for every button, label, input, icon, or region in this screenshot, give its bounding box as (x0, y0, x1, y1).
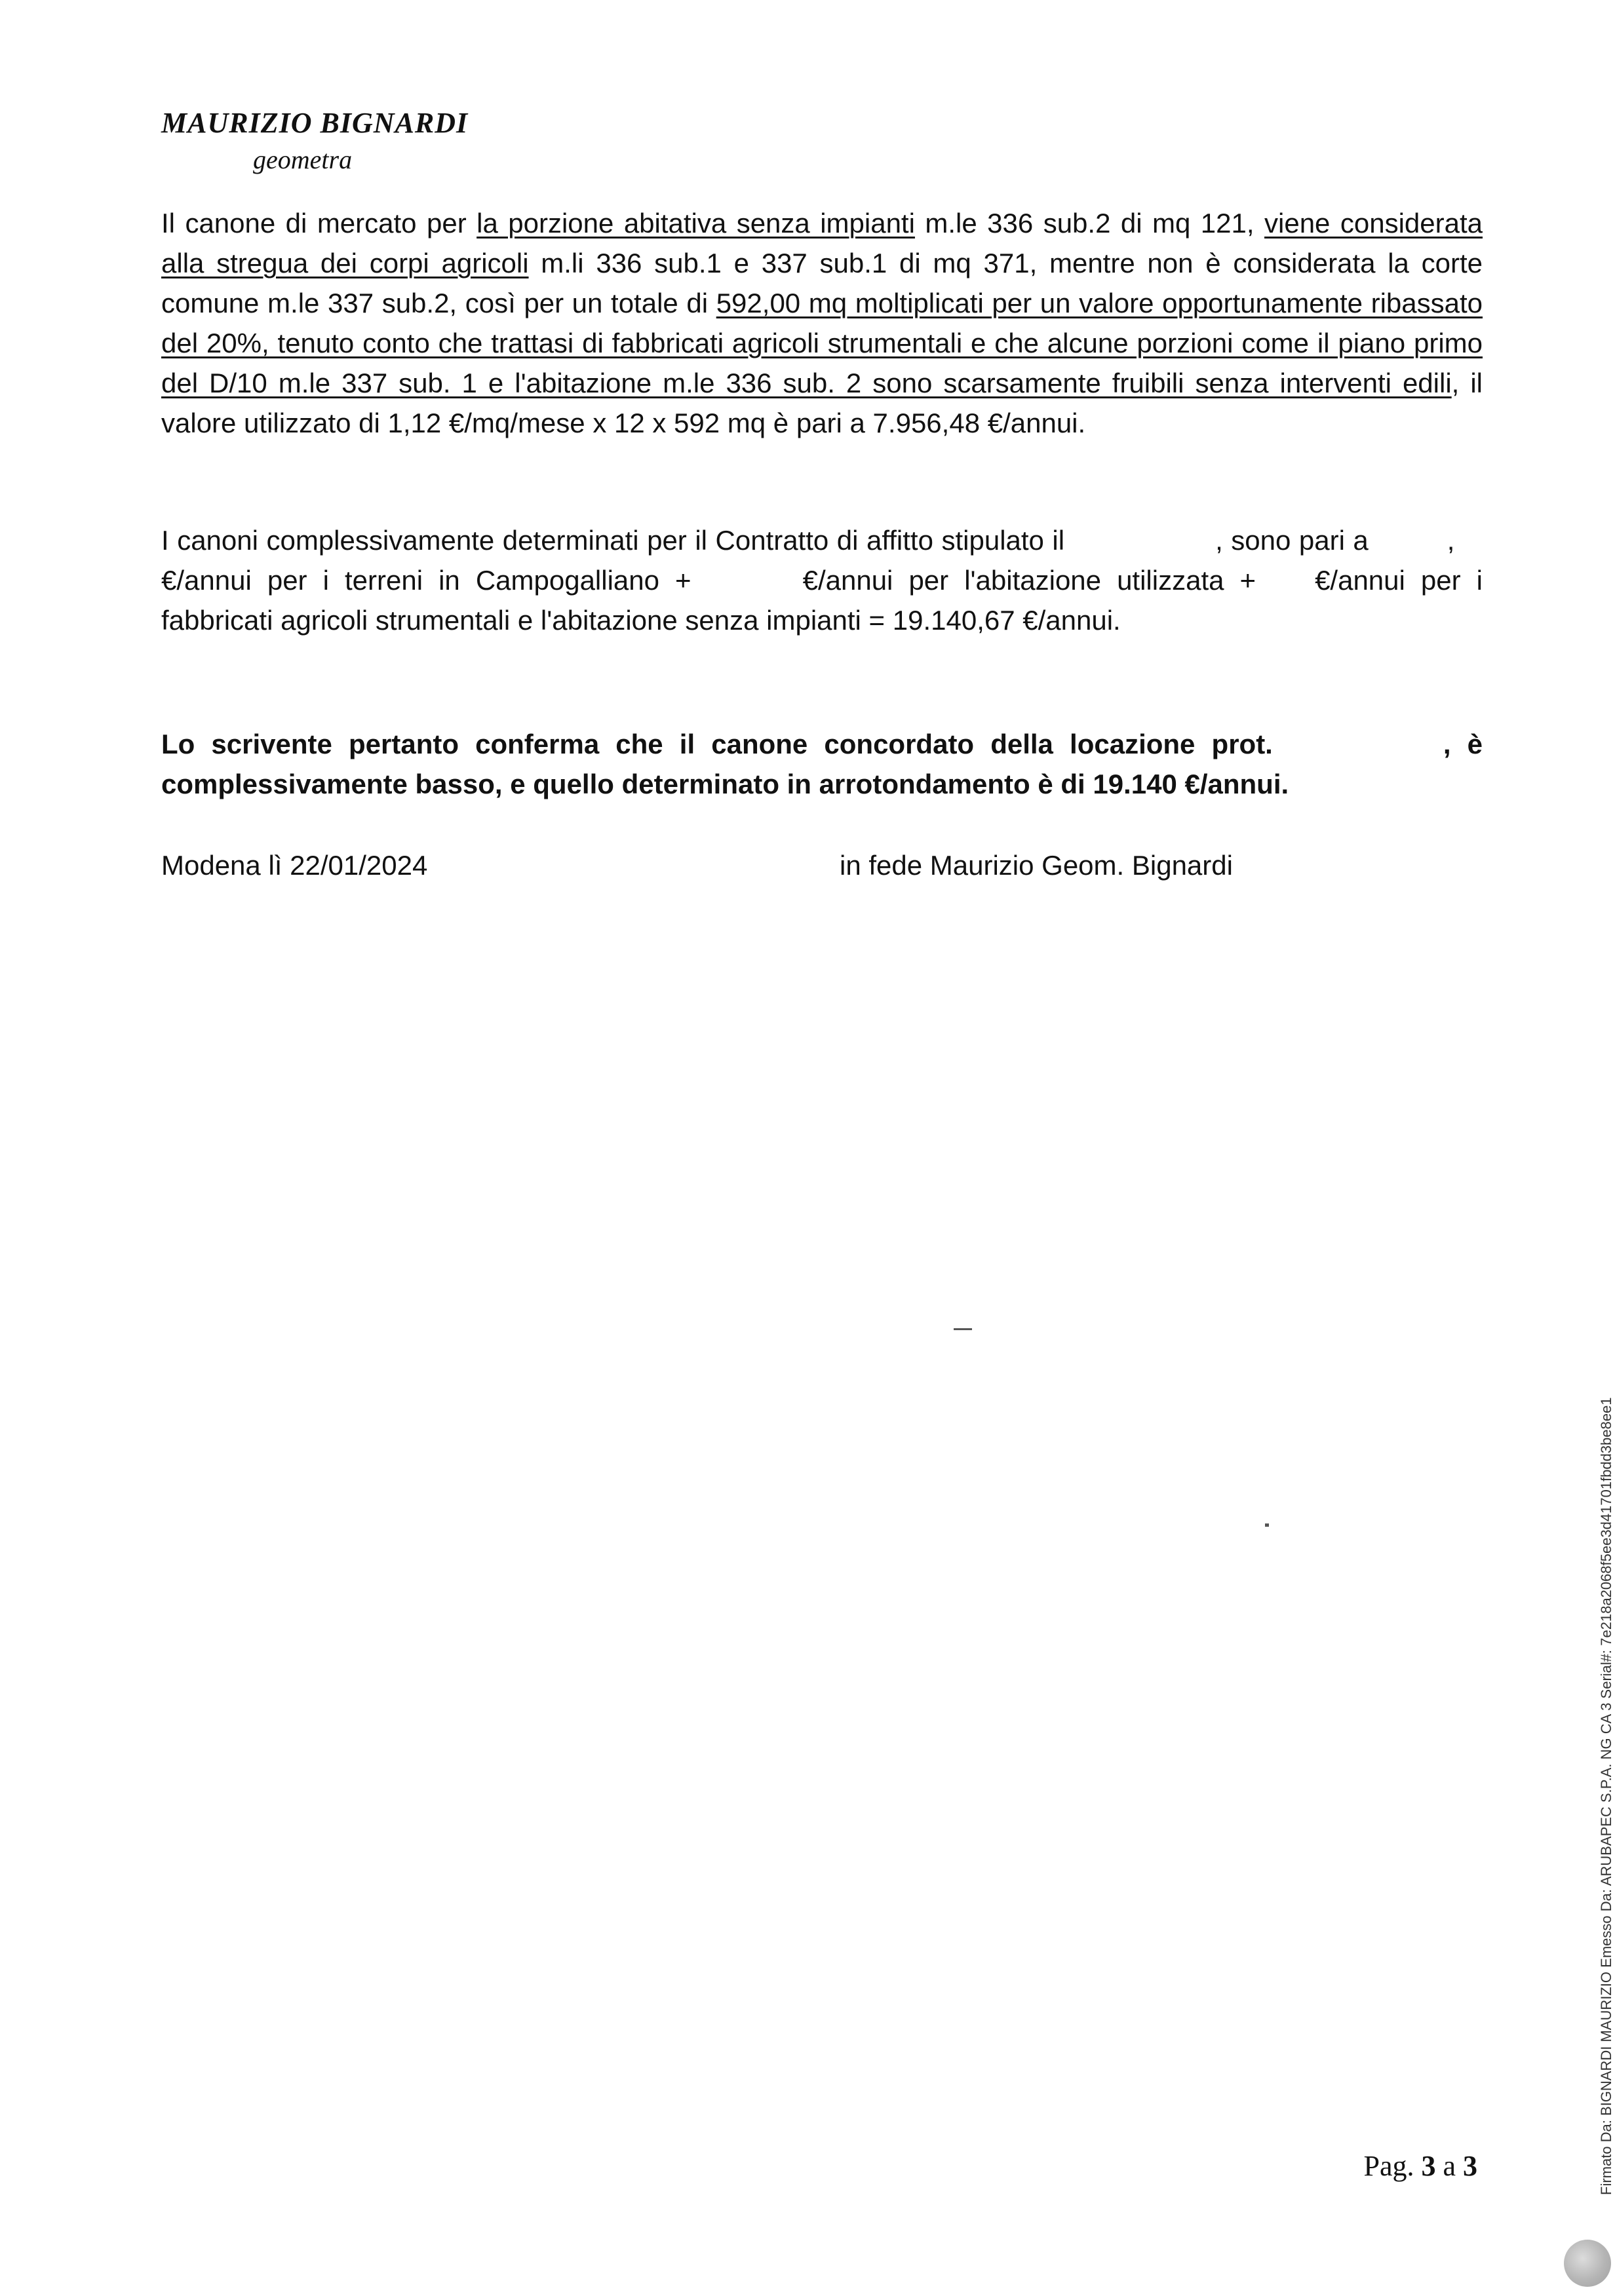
signature-row (161, 845, 1483, 885)
author-title: geometra (253, 145, 353, 174)
page-separator: a (1443, 2150, 1456, 2182)
seal-icon (1564, 2240, 1611, 2287)
page-current: 3 (1421, 2150, 1436, 2182)
scan-speck (1265, 1523, 1269, 1527)
p3-text-2: , è complessivamente basso, e quello determinato in arrotondamento è di 19.140 €/annui. (161, 729, 1483, 799)
p2-text-4: €/annui per i terreni in Campogalliano + (161, 565, 691, 596)
signatory: in fede Maurizio Geom. Bignardi (840, 850, 1233, 881)
paragraph-market-rent (161, 203, 1483, 443)
p2-text-1: I canoni complessivamente determinati per il Contratto di affitto stipulato il (161, 525, 1065, 556)
paragraph-total-rents (161, 520, 1483, 640)
place-date: Modena lì 22/01/2024 (161, 850, 428, 881)
p1-text-3: m.li 336 sub.1 e 337 sub.1 di mq 371, mentre non è considerata la corte comune m.le 337 sub.2, così per un totale di (161, 248, 1483, 318)
page-number (1363, 2148, 1477, 2185)
p2-text-2: , sono pari a (1215, 525, 1369, 556)
author-name: MAURIZIO BIGNARDI (161, 107, 469, 139)
p1-underlined-1: la porzione abitativa senza impianti (477, 208, 915, 239)
page-total: 3 (1463, 2150, 1477, 2182)
p3-text-1: Lo scrivente pertanto conferma che il canone concordato della locazione prot. (161, 729, 1273, 759)
letterhead (161, 105, 468, 178)
p1-text-4: , il valore utilizzato di 1,12 €/mq/mese x 12 x 592 mq è pari a 7.956,48 €/annui. (161, 368, 1483, 438)
p1-text-2: m.le 336 sub.2 di mq 121, (914, 208, 1264, 239)
page-prefix: Pag. (1363, 2150, 1414, 2182)
digital-signature-stamp: Firmato Da: BIGNARDI MAURIZIO Emesso Da: ARUBAPEC S.P.A. NG CA 3 Serial#: 7e218a2068f5ee3d41701fbdd3be8ee1 (1598, 1397, 1614, 2195)
p1-underlined-2: viene considerata alla stregua dei corpi agricoli (161, 208, 1483, 278)
p2-text-5: €/annui per l'abitazione utilizzata + (802, 565, 1256, 596)
paragraph-conclusion (161, 724, 1483, 804)
p1-text-1: Il canone di mercato per (161, 208, 477, 239)
p1-underlined-3: 592,00 mq moltiplicati per un valore opportunamente ribassato del 20%, tenuto conto che trattasi di fabbricati agricoli strumentali e che alcune porzioni come il piano primo del D/10 m.le 337 sub. 1 e l'abitazione m.le 336 sub. 2 sono scarsamente fruibili senza interventi edili (161, 288, 1483, 398)
scan-speck (954, 1328, 972, 1330)
p2-text-3: , (1447, 525, 1463, 556)
p2-text-6: €/annui per i fabbricati agricoli strumentali e l'abitazione senza impianti = 19.140,67 €/annui. (161, 565, 1483, 636)
